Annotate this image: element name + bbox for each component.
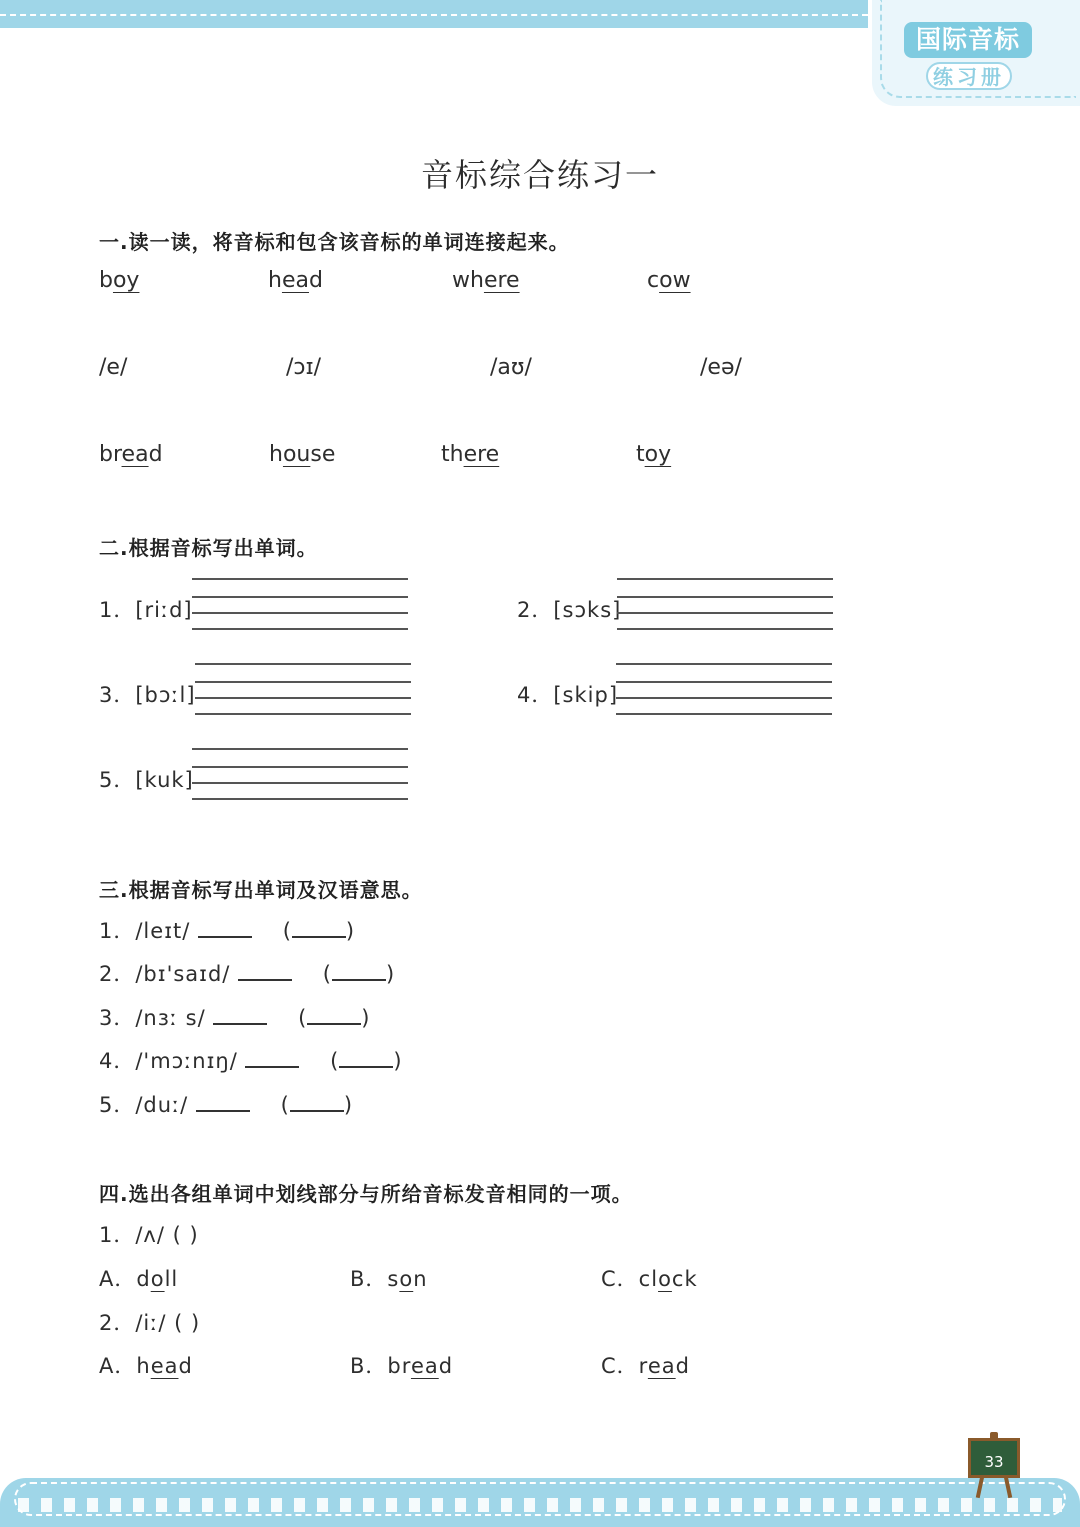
section1-heading: 一.读一读，将音标和包含该音标的单词连接起来。 [99,230,570,254]
section4-question-1: 1．/ʌ/ ( ) [99,1223,199,1247]
footer-pattern [18,1498,1062,1512]
answer-blank[interactable] [196,1092,250,1112]
meaning-blank[interactable] [290,1092,344,1112]
section2-item-1: 1．[riːd] [99,598,193,622]
section3-item-1: 1．/leɪt/ ( ) [99,919,356,943]
option-a-doll[interactable]: A．doll [99,1267,179,1291]
page-title: 音标综合练习一 [420,156,659,194]
section3-item-2: 2．/bɪ'saɪd/ ( ) [99,962,396,986]
meaning-blank[interactable] [292,918,346,938]
writing-line[interactable] [192,628,408,630]
writing-line[interactable] [192,782,408,784]
top-banner-edge [858,0,870,28]
answer-blank[interactable] [198,918,252,938]
writing-line[interactable] [617,628,833,630]
logo-title: 国际音标 [904,22,1032,58]
section2-item-2: 2．[sɔks] [517,598,622,622]
section2-item-4: 4．[skip] [517,683,619,707]
writing-line[interactable] [192,612,408,614]
word-house: house [269,442,336,467]
section3-heading: 三.根据音标写出单词及汉语意思。 [99,878,423,902]
section2-item-3: 3．[bɔːl] [99,683,196,707]
writing-line[interactable] [616,697,832,699]
section3-item-3: 3．/nɜː s/ ( ) [99,1006,371,1030]
writing-line[interactable] [192,596,408,598]
meaning-blank[interactable] [339,1048,393,1068]
section3-item-4: 4．/'mɔːnɪŋ/ ( ) [99,1049,403,1073]
writing-line[interactable] [192,578,408,580]
section2-heading: 二.根据音标写出单词。 [99,536,318,560]
writing-line[interactable] [616,713,832,715]
section4-question-2: 2．/iː/ ( ) [99,1311,201,1335]
writing-line[interactable] [195,697,411,699]
writing-line[interactable] [195,713,411,715]
option-b-bread[interactable]: B．bread [350,1354,454,1378]
writing-line[interactable] [616,681,832,683]
option-b-son[interactable]: B．son [350,1267,428,1291]
phonetic-oi: /ɔɪ/ [286,355,322,380]
answer-blank[interactable] [213,1005,267,1025]
option-a-head[interactable]: A．head [99,1354,193,1378]
option-c-clock[interactable]: C．clock [601,1267,698,1291]
option-c-read[interactable]: C．read [601,1354,690,1378]
writing-line[interactable] [192,748,408,750]
writing-line[interactable] [195,663,411,665]
writing-line[interactable] [617,578,833,580]
word-toy: toy [636,442,672,467]
logo-subtitle: 练习册 [926,62,1012,90]
phonetic-e: /e/ [99,355,128,380]
page-number: 33 [984,1453,1004,1471]
answer-blank[interactable] [245,1048,299,1068]
section3-item-5: 5．/duː/ ( ) [99,1093,354,1117]
word-where: where [452,268,520,293]
word-bread: bread [99,442,163,467]
top-banner-stitch [0,14,868,16]
writing-line[interactable] [616,663,832,665]
meaning-blank[interactable] [307,1005,361,1025]
writing-line[interactable] [192,766,408,768]
writing-line[interactable] [195,681,411,683]
phonetic-ea: /eə/ [700,355,742,380]
answer-blank[interactable] [238,961,292,981]
word-there: there [441,442,500,467]
meaning-blank[interactable] [332,961,386,981]
writing-line[interactable] [617,612,833,614]
writing-line[interactable] [192,798,408,800]
phonetic-au: /aʊ/ [490,355,532,380]
word-head: head [268,268,323,293]
section2-item-5: 5．[kuk] [99,768,194,792]
section4-heading: 四.选出各组单词中划线部分与所给音标发音相同的一项。 [99,1182,633,1206]
writing-line[interactable] [617,596,833,598]
word-boy: boy [99,268,140,293]
word-cow: cow [647,268,691,293]
